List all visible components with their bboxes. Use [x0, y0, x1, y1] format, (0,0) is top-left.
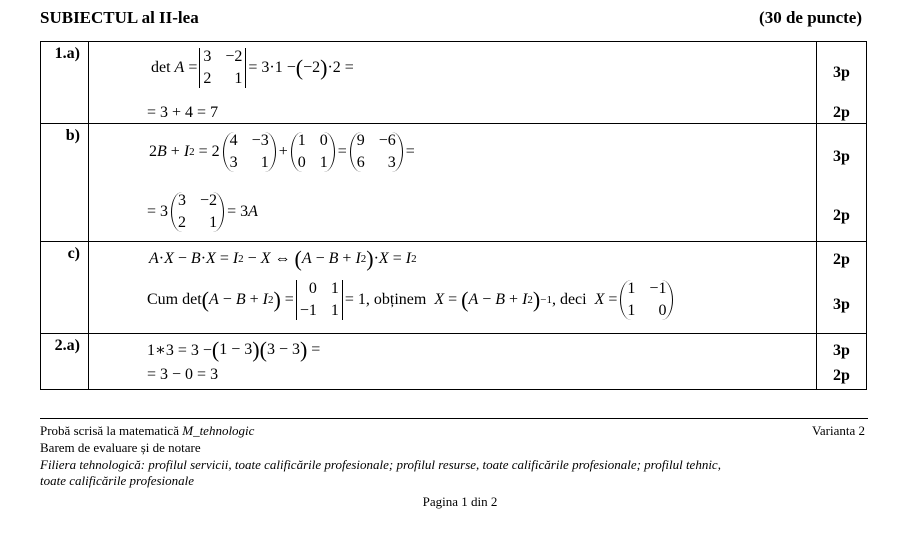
matrix-b: 4 −3 3 1 — [223, 132, 276, 172]
points-value: 2p — [833, 367, 850, 384]
item-number: c) — [41, 242, 89, 334]
solution-cell — [89, 242, 817, 334]
solution-line: 2 B + I 2 = 2 4 −3 3 1 + 1 0 0 1 = 9 −6 6 3 = — [149, 132, 415, 171]
solution-line: = 3 3 −2 2 1 = 3 A — [147, 192, 258, 231]
points-cell — [817, 124, 867, 242]
matrix-sum: 9 −6 6 3 — [350, 132, 403, 172]
matrix-identity: 1 0 0 1 — [291, 132, 335, 172]
footer-filiera: Filiera tehnologică: profilul servicii, toate calificările profesionale; profilul resurse, toate calificările profesionale; profilul tehnic, toate calificările profesionale — [40, 457, 721, 488]
determinant-a: 3 −2 2 1 — [199, 48, 246, 88]
points-value: 3p — [833, 64, 850, 81]
matrix-a: 3 −2 2 1 — [171, 192, 224, 232]
solution-cell — [89, 334, 817, 390]
determinant-c: 0 1 −1 1 — [296, 280, 343, 320]
points-cell — [817, 242, 867, 334]
footer-variant: Varianta 2 — [811, 423, 865, 438]
solution-line: = 3 − 0 = 3 — [147, 366, 219, 383]
item-number: b) — [41, 124, 89, 242]
table-row — [41, 42, 867, 124]
item-number: 2.a) — [41, 334, 89, 390]
points-value: 3p — [833, 148, 850, 165]
table-row — [41, 124, 867, 242]
grading-table — [40, 41, 867, 390]
solution-line: A · X − B · X = I 2 − X ⇔ ( A − B + I 2 ) · X = I 2 — [149, 246, 417, 271]
solution-cell — [89, 42, 817, 124]
solution-line: 1∗3 = 3 − ( 1 − 3 )( 3 − 3 ) = — [147, 337, 321, 362]
table-row — [41, 334, 867, 390]
footer-divider — [40, 418, 868, 419]
section-title: SUBIECTUL al II-lea — [40, 8, 199, 27]
solution-line: Cum det ( A − B + I 2 ) = 0 1 −1 1 = 1, obținem X = ( A − B + I 2 ) −1 , deci X = 1 −1 1 0 — [147, 280, 676, 320]
item-number: 1.a) — [41, 42, 89, 124]
table-row — [41, 242, 867, 334]
footer-subject: Probă scrisă la matematică M_tehnologic — [40, 423, 255, 438]
points-cell — [817, 42, 867, 124]
points-value: 3p — [833, 342, 850, 359]
points-value: 2p — [833, 207, 850, 224]
points-cell — [817, 334, 867, 390]
points-value: 2p — [833, 251, 850, 268]
solution-line: = 3 + 4 = 7 — [147, 104, 219, 121]
solution-line: det A = 3 −2 2 1 = 3·1 − ( −2 ) ·2 = — [151, 48, 354, 87]
solution-cell — [89, 124, 817, 242]
points-value: 2p — [833, 104, 850, 121]
points-value: 3p — [833, 296, 850, 313]
matrix-x: 1 −1 1 0 — [620, 280, 673, 320]
section-points: (30 de puncte) — [759, 8, 862, 27]
footer-barem: Barem de evaluare și de notare — [40, 440, 201, 455]
page-number: Pagina 1 din 2 — [422, 494, 498, 509]
